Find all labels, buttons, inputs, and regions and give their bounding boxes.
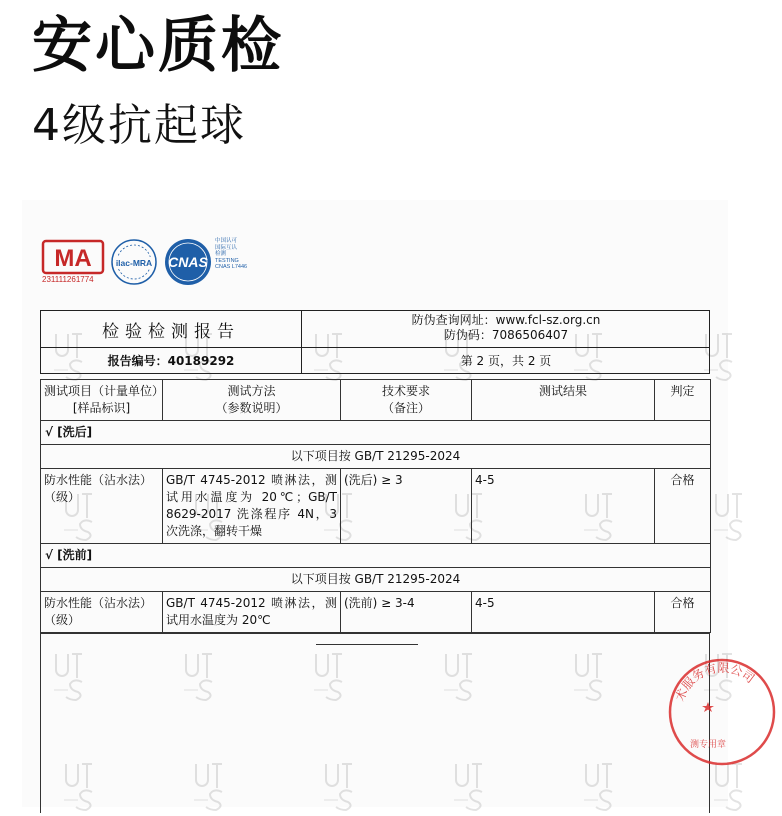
cell-verdict: 合格 [655,469,711,544]
standard-row: 以下项目按 GB/T 21295-2024 [41,445,711,469]
report-number: 报告编号：40189292 [107,354,235,368]
cell-result: 4-5 [472,469,655,544]
test-report-document [22,200,758,807]
verify-url: 防伪查询网址：www.fcl-sz.org.cn [411,313,601,327]
blank-remainder-box [40,633,710,813]
cma-logo [42,240,106,284]
verify-code: 防伪码：7086506407 [443,328,569,342]
uts-watermark-icon [712,490,746,542]
results-table [40,379,711,633]
svg-text:术服务有限公司: 术服务有限公司 [672,660,758,704]
subline: 4级抗起球 [32,100,246,151]
report-header [40,310,710,374]
cell-item: 防水性能（沾水法）（级） [41,592,163,633]
col-header-result: 测试结果 [472,380,655,421]
cnas-logo [162,238,214,290]
cell-requirement: (洗前) ≥ 3-4 [341,592,472,633]
cell-method: GB/T 4745-2012 喷淋法，测试用水温度为 20℃ [163,592,341,633]
section-label-row: √ [洗前] [41,544,711,568]
company-seal-stamp [662,652,782,772]
col-header-requirement: 技术要求 （备注） [341,380,472,421]
verification-info [303,313,709,343]
end-of-report-line [316,644,418,645]
col-header-item: 测试项目（计量单位） [样品标识] [41,380,163,421]
headline: 安心质检 [32,11,284,81]
table-row [41,592,711,633]
report-title: 检验检测报告 [102,322,240,342]
cell-verdict: 合格 [655,592,711,633]
cell-item: 防水性能（沾水法）（级） [41,469,163,544]
cnas-logo-text: CNAS [168,254,208,270]
page-indicator: 第 2 页，共 2 页 [460,354,552,368]
cell-requirement: (洗后) ≥ 3 [341,469,472,544]
standard-row: 以下项目按 GB/T 21295-2024 [41,568,711,592]
svg-text:测专用章: 测专用章 [690,740,727,750]
cell-method: GB/T 4745-2012 喷淋法，测试用水温度为 20℃；GB/T 8629-2017 洗涤程序 4N，3 次洗涤，翻转干燥 [163,469,341,544]
ma-logo-text: MA [54,245,92,272]
ilac-mra-logo [110,238,158,290]
cell-result: 4-5 [472,592,655,633]
col-header-verdict: 判定 [655,380,711,421]
cnas-caption: 中国认可 国际互认 检测 TESTING CNAS L7446 [215,238,248,270]
table-row [41,469,711,544]
section-label-row: √ [洗后] [41,421,711,445]
cma-number: 231111261774 [42,275,94,284]
table-header-row [41,380,711,421]
ilac-logo-text: ilac-MRA [115,258,153,268]
col-header-method: 测试方法 （参数说明） [163,380,341,421]
